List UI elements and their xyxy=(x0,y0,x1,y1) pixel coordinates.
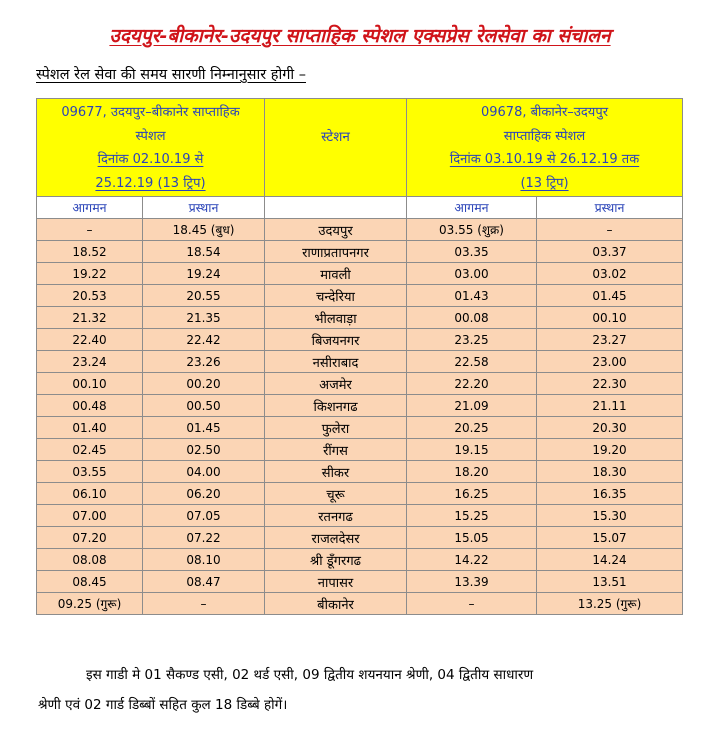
page-title: उदयपुर-बीकानेर-उदयपुर साप्ताहिक स्पेशल एक्सप्रेस रेलसेवा का संचालन xyxy=(109,25,611,47)
table-row xyxy=(37,593,683,615)
table-row xyxy=(37,373,683,395)
station-name-cell: राजलदेसर xyxy=(265,527,407,549)
station-name-cell: उदयपुर xyxy=(265,219,407,241)
table-row xyxy=(37,439,683,461)
table-row xyxy=(37,263,683,285)
train-09678-trips: (13 ट्रिप) xyxy=(520,175,569,191)
departure-09677-cell: 18.45 (बुध) xyxy=(143,219,265,241)
footer-line-1: इस गाडी मे 01 सैकण्ड एसी, 02 थर्ड एसी, 09 द्वितीय शयनयान श्रेणी, 04 द्वितीय साधारण xyxy=(86,667,534,683)
arrival-09677-cell: 22.40 xyxy=(37,329,143,351)
departure-09678-cell: 13.25 (गुरू) xyxy=(537,593,683,615)
station-name-cell: बिजयनगर xyxy=(265,329,407,351)
arrival-09677-cell: 21.32 xyxy=(37,307,143,329)
departure-09678-cell: 20.30 xyxy=(537,417,683,439)
arrival-09678-cell: 21.09 xyxy=(407,395,537,417)
departure-09677-cell: 07.05 xyxy=(143,505,265,527)
column-subheader-row xyxy=(37,197,683,219)
arrival-09677-cell: 09.25 (गुरू) xyxy=(37,593,143,615)
departure-09678-cell: 01.45 xyxy=(537,285,683,307)
station-name-cell: अजमेर xyxy=(265,373,407,395)
departure-09677-cell: 01.45 xyxy=(143,417,265,439)
station-name-cell: श्री डूँगरगढ xyxy=(265,549,407,571)
train-09678-header xyxy=(407,99,683,197)
arrival-09677-cell: 08.08 xyxy=(37,549,143,571)
departure-09678-cell: 23.27 xyxy=(537,329,683,351)
departure-09677-cell: 00.20 xyxy=(143,373,265,395)
departure-09678-cell: 22.30 xyxy=(537,373,683,395)
train-09677-header xyxy=(37,99,265,197)
arrival-09678-cell: 13.39 xyxy=(407,571,537,593)
arrival-09678-cell: 18.20 xyxy=(407,461,537,483)
station-name-cell: रतनगढ xyxy=(265,505,407,527)
arrival-09677-cell: 23.24 xyxy=(37,351,143,373)
arrival-09677-cell: 18.52 xyxy=(37,241,143,263)
table-row xyxy=(37,395,683,417)
departure-09678-cell: 15.07 xyxy=(537,527,683,549)
station-name-cell: नापासर xyxy=(265,571,407,593)
train-09678-dates: दिनांक 03.10.19 से 26.12.19 तक xyxy=(449,152,640,167)
departure-09677-cell: 22.42 xyxy=(143,329,265,351)
arrival-09677-cell: 20.53 xyxy=(37,285,143,307)
arrival-09678-cell: – xyxy=(407,593,537,615)
table-row xyxy=(37,351,683,373)
station-name-cell: सीकर xyxy=(265,461,407,483)
table-row xyxy=(37,329,683,351)
table-row xyxy=(37,505,683,527)
departure-09678-cell: 16.35 xyxy=(537,483,683,505)
departure-09678-cell: – xyxy=(537,219,683,241)
arrival-09678-cell: 19.15 xyxy=(407,439,537,461)
arrival-09678-cell: 03.55 (शुक्र) xyxy=(407,219,537,241)
arrival-09678-cell: 14.22 xyxy=(407,549,537,571)
station-name-cell: नसीराबाद xyxy=(265,351,407,373)
station-name-cell: राणाप्रतापनगर xyxy=(265,241,407,263)
arrival-09677-cell: 00.10 xyxy=(37,373,143,395)
arrival-column-header: आगमन xyxy=(407,197,537,219)
departure-09678-cell: 18.30 xyxy=(537,461,683,483)
arrival-09678-cell: 16.25 xyxy=(407,483,537,505)
departure-09678-cell: 03.02 xyxy=(537,263,683,285)
arrival-09677-cell: 08.45 xyxy=(37,571,143,593)
arrival-09678-cell: 03.35 xyxy=(407,241,537,263)
station-name-cell: फुलेरा xyxy=(265,417,407,439)
table-row xyxy=(37,527,683,549)
departure-09678-cell: 21.11 xyxy=(537,395,683,417)
station-name-cell: चन्देरिया xyxy=(265,285,407,307)
footer-note xyxy=(38,660,678,720)
departure-09678-cell: 03.37 xyxy=(537,241,683,263)
arrival-09678-cell: 15.05 xyxy=(407,527,537,549)
train-09677-date-from: दिनांक 02.10.19 से xyxy=(97,152,204,167)
departure-09677-cell: 08.10 xyxy=(143,549,265,571)
arrival-09677-cell: – xyxy=(37,219,143,241)
arrival-09678-cell: 22.20 xyxy=(407,373,537,395)
departure-09677-cell: 04.00 xyxy=(143,461,265,483)
station-name-cell: भीलवाड़ा xyxy=(265,307,407,329)
station-name-cell: रींगस xyxy=(265,439,407,461)
table-row xyxy=(37,549,683,571)
arrival-09677-cell: 07.00 xyxy=(37,505,143,527)
arrival-column-header: आगमन xyxy=(37,197,143,219)
table-row xyxy=(37,461,683,483)
train-09677-name: 09677, उदयपुर–बीकानेर साप्ताहिक xyxy=(61,105,240,120)
departure-09677-cell: 07.22 xyxy=(143,527,265,549)
departure-09677-cell: 20.55 xyxy=(143,285,265,307)
train-09677-type: स्पेशल xyxy=(135,128,166,144)
departure-09678-cell: 14.24 xyxy=(537,549,683,571)
departure-09677-cell: 00.50 xyxy=(143,395,265,417)
departure-column-header: प्रस्थान xyxy=(143,197,265,219)
departure-09678-cell: 00.10 xyxy=(537,307,683,329)
arrival-09678-cell: 01.43 xyxy=(407,285,537,307)
station-subheader-cell xyxy=(265,197,407,219)
table-row xyxy=(37,241,683,263)
arrival-09677-cell: 06.10 xyxy=(37,483,143,505)
page-subtitle: स्पेशल रेल सेवा की समय सारणी निम्नानुसार होगी – xyxy=(36,67,306,83)
table-row xyxy=(37,417,683,439)
arrival-09678-cell: 00.08 xyxy=(407,307,537,329)
departure-09677-cell: 18.54 xyxy=(143,241,265,263)
arrival-09677-cell: 01.40 xyxy=(37,417,143,439)
station-name-cell: बीकानेर xyxy=(265,593,407,615)
train-09678-type: साप्ताहिक स्पेशल xyxy=(503,128,586,144)
train-09677-date-to: 25.12.19 (13 ट्रिप) xyxy=(95,175,206,191)
arrival-09678-cell: 20.25 xyxy=(407,417,537,439)
departure-09678-cell: 19.20 xyxy=(537,439,683,461)
arrival-09677-cell: 07.20 xyxy=(37,527,143,549)
station-name-cell: मावली xyxy=(265,263,407,285)
arrival-09677-cell: 02.45 xyxy=(37,439,143,461)
arrival-09678-cell: 15.25 xyxy=(407,505,537,527)
table-row xyxy=(37,571,683,593)
table-row xyxy=(37,219,683,241)
arrival-09677-cell: 03.55 xyxy=(37,461,143,483)
table-row xyxy=(37,285,683,307)
departure-09677-cell: 08.47 xyxy=(143,571,265,593)
departure-09677-cell: 23.26 xyxy=(143,351,265,373)
departure-09677-cell: 02.50 xyxy=(143,439,265,461)
arrival-09678-cell: 22.58 xyxy=(407,351,537,373)
arrival-09677-cell: 19.22 xyxy=(37,263,143,285)
train-09678-name: 09678, बीकानेर–उदयपुर xyxy=(480,105,609,120)
table-row xyxy=(37,307,683,329)
departure-09677-cell: 21.35 xyxy=(143,307,265,329)
departure-09677-cell: 19.24 xyxy=(143,263,265,285)
departure-column-header: प्रस्थान xyxy=(537,197,683,219)
arrival-09678-cell: 23.25 xyxy=(407,329,537,351)
station-header: स्टेशन xyxy=(265,99,407,197)
departure-09678-cell: 23.00 xyxy=(537,351,683,373)
departure-09677-cell: 06.20 xyxy=(143,483,265,505)
arrival-09677-cell: 00.48 xyxy=(37,395,143,417)
station-name-cell: चूरू xyxy=(265,483,407,505)
departure-09678-cell: 13.51 xyxy=(537,571,683,593)
table-row xyxy=(37,483,683,505)
footer-line-2: श्रेणी एवं 02 गार्ड डिब्बों सहित कुल 18 डिब्बे होगें। xyxy=(38,697,288,713)
arrival-09678-cell: 03.00 xyxy=(407,263,537,285)
departure-09678-cell: 15.30 xyxy=(537,505,683,527)
timetable xyxy=(36,98,683,615)
departure-09677-cell: – xyxy=(143,593,265,615)
station-name-cell: किशनगढ xyxy=(265,395,407,417)
